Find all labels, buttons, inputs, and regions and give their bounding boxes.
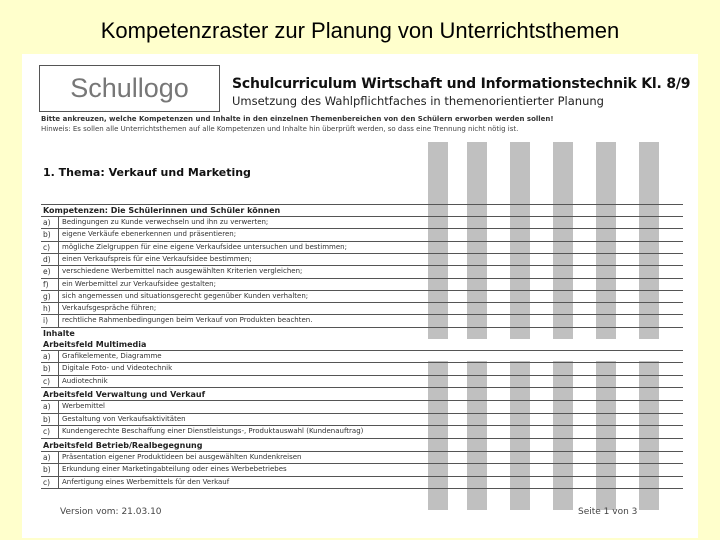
grid-line [41,278,683,279]
grid-line [41,400,683,401]
grid-line [41,228,683,229]
competence-label: e) [43,267,51,277]
competence-label: a) [43,218,51,227]
topic-heading: 1. Thema: Verkauf und Marketing [43,166,251,179]
field-header: Arbeitsfeld Betrieb/Realbegegnung [43,440,203,450]
grid-line [41,375,683,376]
content-text: Kundengerechte Beschaffung einer Dienstleistungs-, Produktauswahl (Kundenauftrag) [62,427,364,436]
content-text: Anfertigung eines Werbemittels für den Verkauf [62,477,230,486]
content-label: c) [43,376,51,386]
grid-line [41,438,683,439]
grid-line [41,476,683,477]
grid-line [41,413,683,414]
grid-divider [58,400,59,438]
hint-text: Hinweis: Es sollen alle Unterrichtsthemen auf alle Kompetenzen und Inhalte hin überprüft werden, so dass eine Trennung nicht nötig ist. [41,125,519,133]
competence-label: c) [43,242,51,252]
content-text: Werbemittel [62,402,105,411]
content-label: c) [43,477,51,487]
grid-line [41,290,683,291]
competence-text: Verkaufsgespräche führen; [62,304,157,313]
grid-line [41,425,683,426]
content-text: Erkundung einer Marketingabteilung oder eines Werbebetriebes [62,465,287,474]
page-footer: Seite 1 von 3 [578,507,638,517]
competence-label: b) [43,230,51,240]
content-label: b) [43,364,51,374]
contents-header: Inhalte [43,328,75,338]
competence-text: ein Werbemittel zur Verkaufsidee gestalten; [62,279,216,288]
version-footer: Version vom: 21.03.10 [60,507,162,517]
content-text: Präsentation eigener Produktideen bei ausgewählten Kundenkreisen [62,452,302,461]
grid-line [41,350,683,351]
competence-text: mögliche Zielgruppen für eine eigene Verkaufsidee untersuchen und bestimmen; [62,242,347,251]
grid-line [41,216,683,217]
document-subtitle: Umsetzung des Wahlpflichtfaches in themenorientierter Planung [232,94,604,108]
instruction-text: Bitte ankreuzen, welche Kompetenzen und Inhalte in den einzelnen Themenbereichen von den Schülern erworben werden sollen! [41,115,554,123]
grid-divider [58,451,59,489]
competence-text: eigene Verkäufe ebenerkennen und präsentieren; [62,230,237,239]
document-title: Schulcurriculum Wirtschaft und Informationstechnik Kl. 8/9 [232,76,691,92]
slide-title: Kompetenzraster zur Planung von Unterrichtsthemen [100,18,620,43]
content-label: a) [43,402,51,412]
school-logo-placeholder: Schullogo [39,65,220,112]
content-text: Gestaltung von Verkaufsaktivitäten [62,414,186,423]
competence-label: f) [43,279,49,289]
grid-line [41,314,683,315]
grid-line [41,327,683,328]
competence-label: g) [43,291,51,301]
grid-line [41,265,683,266]
content-label: b) [43,414,51,424]
grid-line [41,302,683,303]
competence-label: h) [43,304,51,314]
grid-divider [58,350,59,388]
competence-label: d) [43,254,51,264]
grid-divider [58,216,59,327]
grid-line [41,241,683,242]
content-text: Audiotechnik [62,376,108,385]
competence-label: i) [43,316,49,326]
grid-line [41,488,683,489]
grid-line [41,451,683,452]
grid-line [41,253,683,254]
content-label: b) [43,465,51,475]
competence-text: verschiedene Werbemittel nach ausgewählten Kriterien vergleichen; [62,267,303,276]
field-header: Arbeitsfeld Verwaltung und Verkauf [43,390,206,400]
content-label: a) [43,351,51,361]
competence-text: rechtliche Rahmenbedingungen beim Verkauf von Produkten beachten. [62,316,313,325]
content-text: Grafikelemente, Diagramme [62,351,162,360]
grid-line [41,463,683,464]
curriculum-document [22,54,698,538]
grid-line [41,387,683,388]
competence-text: einen Verkaufspreis für eine Verkaufsidee bestimmen; [62,254,252,263]
competences-header: Kompetenzen: Die Schülerinnen und Schüler können [43,206,281,215]
content-label: a) [43,452,51,462]
content-label: c) [43,427,51,437]
competence-text: sich angemessen und situationsgerecht gegenüber Kunden verhalten; [62,291,309,300]
competence-text: Bedingungen zu Kunde verwechseln und ihn zu verwerten; [62,218,269,226]
grid-line [41,362,683,363]
content-text: Digitale Foto- und Videotechnik [62,364,173,373]
field-header: Arbeitsfeld Multimedia [43,339,147,349]
grid-line [41,204,683,205]
